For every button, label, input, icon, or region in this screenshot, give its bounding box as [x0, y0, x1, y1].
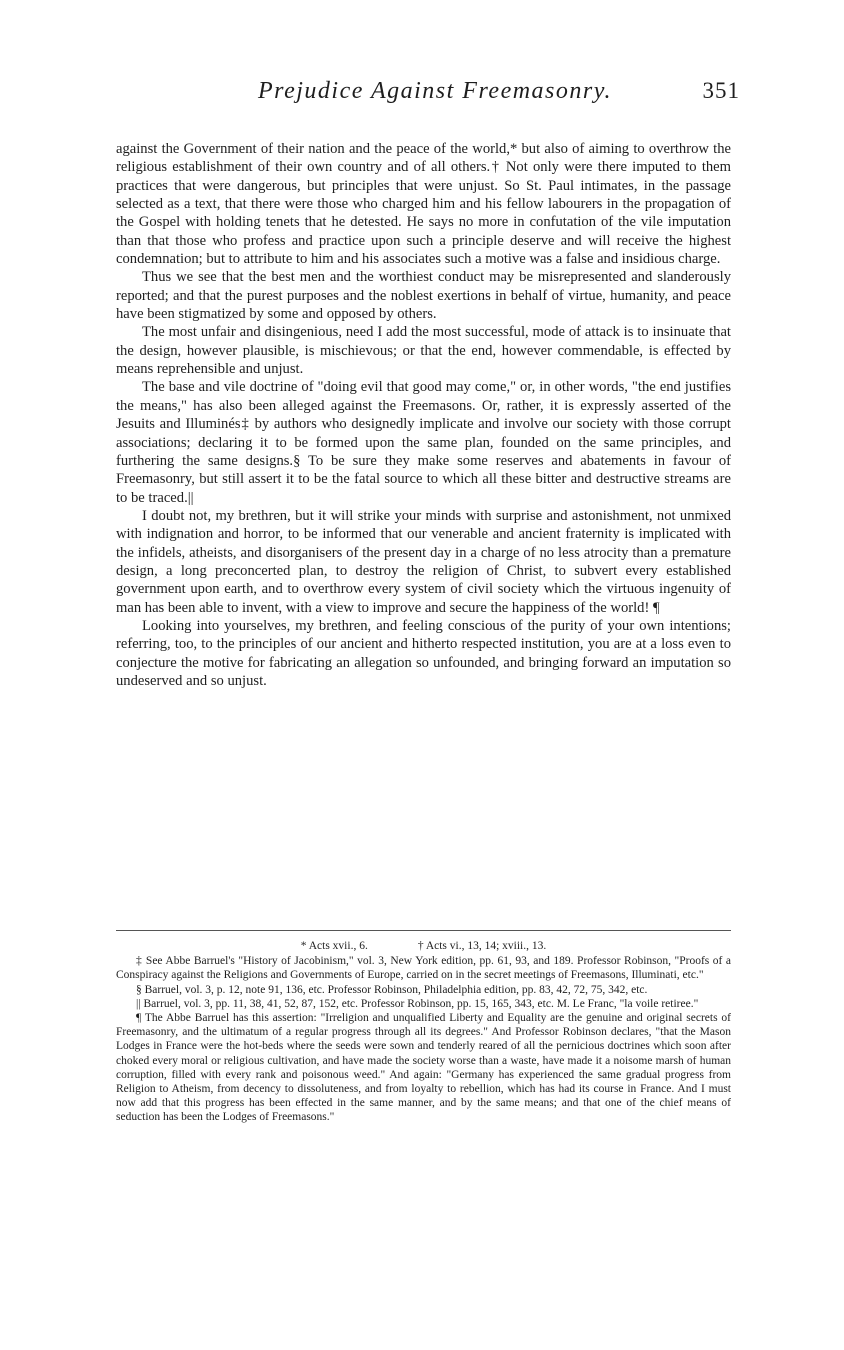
main-text [116, 140, 731, 690]
footnote-section: § Barruel, vol. 3, p. 12, note 91, 136, etc. Professor Robinson, Philadelphia edition, pp. 83, 42, 72, 75, 342, etc. [136, 983, 648, 996]
footnote-divider [116, 930, 731, 931]
footnote-parallel: || Barruel, vol. 3, pp. 11, 38, 41, 52, 87, 152, etc. Professor Robinson, pp. 15, 165, 343, etc. M. Le Franc, "la voile retiree." [136, 997, 699, 1010]
footnote-pilcrow: ¶ The Abbe Barruel has this assertion: "Irreligion and unqualified Liberty and Equality are the genuine and original secrets of Freemasonry, and the ultimatum of a regular progress through all its degrees." And Professor Robinson declares, "that the Mason Lodges in France were the hot-beds where the seeds were sown and tenderly reared of all the pernicious doctrines which soon after choked every moral or religious cultivation, and have made the society worse than a waste, have made it a noisome marsh of human corruption, filled with every rank and poisonous weed." And again: "Germany has experienced the same gradual progress from Religion to Atheism, from decency to dissoluteness, and from loyalty to rebellion, which has had its course in France. And I must now add that this progress has been effected in the same manner, and by the same means; and that one of the chief means of seduction has been the Lodges of Freemasons." [116, 1012, 731, 1124]
paragraph-2: Thus we see that the best men and the worthiest conduct may be misrepresented and slanderously reported; and that the purest purposes and the noblest exertions in behalf of virtue, humanity, and peace have been stigmatized by some and opposed by others. [116, 269, 731, 323]
footnote-double-dagger: ‡ See Abbe Barruel's "History of Jacobinism," vol. 3, New York edition, pp. 61, 93, and 189. Professor Robinson, "Proofs of a Conspiracy against the Religions and Governments of Europe, carried on in the secret meetings of Freemasons, Illuminati, etc." [116, 955, 731, 982]
footnotes [116, 939, 731, 1125]
footnote-row-1 [116, 939, 731, 953]
paragraph-5: I doubt not, my brethren, but it will strike your minds with surprise and astonishment, not unmixed with indignation and horror, to be informed that our venerable and ancient fraternity is implicated with the infidels, atheists, and disorganisers of the present day in a charge of no less atrocity than a premature design, a long preconcerted plan, to destroy the religion of Christ, to subvert every established government upon earth, and to overthrow every system of civil society which the virtuous ingenuity of man has been able to invent, with a view to improve and secure the happiness of the world! ¶ [116, 507, 731, 616]
paragraph-6: Looking into yourselves, my brethren, and feeling conscious of the purity of your own intentions; referring, too, to the principles of our ancient and hitherto respected institution, you are at a loss even to conjecture the motive for fabricating an allegation so unfounded, and bringing forward an imputation so undeserved and so unjust. [116, 617, 731, 689]
paragraph-1: against the Government of their nation and the peace of the world,* but also of aiming to overthrow the religious establishment of their own country and of all others.† Not only were there imputed to them practices that were dangerous, but principles that were unjust. So St. Paul intimates, in the passage selected as a text, that there were those who charged him and his fellow labourers in the propagation of the Gospel with holding tenets that he detested. He says no more in confutation of the vile imputation than that those who profess and practice upon such a principle deserve and will receive the highest condemnation; but to attribute to him and his associates such a motive was a false and insidious charge. [116, 141, 731, 268]
paragraph-3: The most unfair and disingenious, need I add the most successful, mode of attack is to insinuate that the design, however plausible, is mischievous; or that the end, however commendable, is effected by means reprehensible and unjust. [116, 324, 731, 378]
footnote-star: * Acts xvii., 6. [300, 940, 368, 952]
page-header [140, 78, 740, 112]
page-number: 351 [702, 78, 740, 103]
running-title: Prejudice Against Freemasonry. [258, 78, 613, 104]
footnote-dagger: † Acts vi., 13, 14; xviii., 13. [417, 940, 547, 952]
paragraph-4: The base and vile doctrine of "doing evil that good may come," or, in other words, "the end justifies the means," has also been alleged against the Freemasons. Or, rather, it is expressly asserted of the Jesuits and Illuminés‡ by authors who designedly implicate and involve our society with those corrupt associations; declaring it to be formed upon the same plan, founded on the same principles, and furthering the same designs.§ To be sure they make some reserves and abatements in favour of Freemasonry, but still assert it to be the fatal source to which all these bitter and destructive streams are to be traced.|| [116, 379, 731, 506]
